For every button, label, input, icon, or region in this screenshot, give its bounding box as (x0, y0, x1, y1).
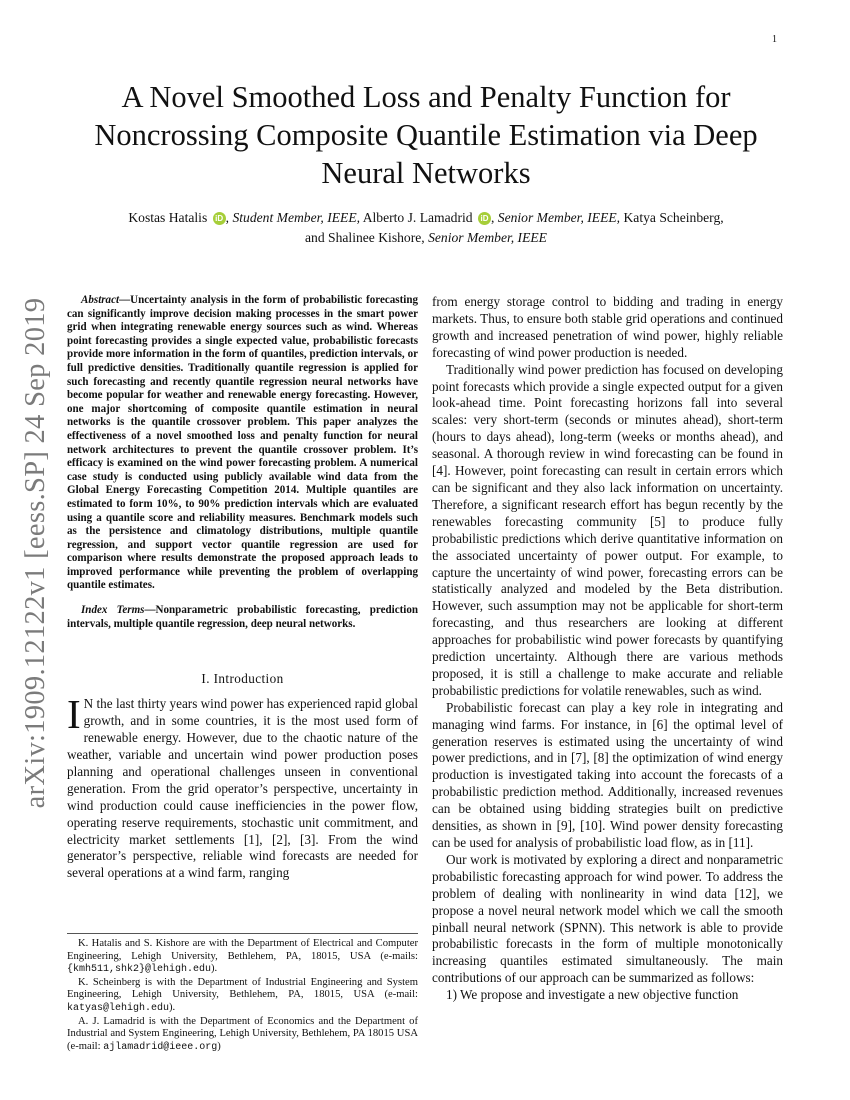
author-role: Senior Member, IEEE, (497, 210, 621, 225)
body-paragraph: from energy storage control to bidding and trading in energy markets. Thus, to ensure both stable grid operations and continued growth and increased penetration of wind power, highly reliable forecasting of wind power production is needed. (432, 294, 783, 360)
index-terms-text: —Nonparametric probabilistic forecasting, prediction intervals, multiple quantile regression, deep neural networks. (67, 604, 419, 630)
index-terms-label: Index Terms (81, 604, 145, 617)
author-name: Kostas Hatalis (128, 210, 208, 225)
left-column (67, 294, 418, 882)
arxiv-stamp (6, 293, 66, 813)
author-name: Katya Scheinberg, (623, 210, 724, 225)
list-item: 1) We propose and investigate a new objective function (446, 987, 739, 1003)
index-terms (67, 604, 418, 631)
footnotes (67, 933, 418, 1054)
footnote-text: ). (211, 963, 218, 975)
arxiv-identifier: arXiv:1909.12122v1 [eess.SP] 24 Sep 2019 (20, 297, 51, 809)
orcid-icon[interactable]: iD (213, 212, 226, 225)
abstract-label: Abstract (81, 294, 120, 306)
section-heading: I. Introduction (201, 671, 284, 687)
intro-paragraph-text: N the last thirty years wind power has experienced rapid global growth, and in some countries, it is the most used form of renewable energy. However, due to the chaotic nature of the weather, variable and uncertain wind power production poses planning and operational challenges unseen in conventional generation. From the grid operator’s perspective, uncertainty in wind production could cause inefficiencies in the power flow, operating reserve requirements, stochastic unit commitment, and electricity market settlements [1], [2], [3]. From the wind generator’s perspective, reliable wind forecasts are needed for several operations at a wind farm, ranging (67, 696, 418, 881)
footnote-text: ) (217, 1040, 221, 1052)
author-name: and Shalinee Kishore, (305, 230, 425, 245)
abstract (67, 294, 418, 593)
drop-cap: I (67, 691, 81, 738)
orcid-icon[interactable]: iD (478, 212, 491, 225)
footnote-text: A. J. Lamadrid is with the Department of Economics and the Department of Industrial and System Engineering, Lehigh University, Bethlehem, PA 18015 USA (e-mail: (67, 1015, 418, 1052)
author-role: Senior Member, IEEE (428, 230, 547, 245)
footnote (67, 977, 418, 1016)
abstract-text: —Uncertainty analysis in the form of probabilistic forecasting can significantly improve decision making processes in the smart power grid when integrating renewable energy sources such as wind. Whereas point forecasting provides a single expected value, probabilistic forecasts provide more information in the form of quantiles, prediction intervals, or full predictive densities. Traditionally quantile regression is applied for such forecasting and recently quantile regression neural networks have become popular for weather and renewable energy forecasting. However, one major shortcoming of composite quantile estimation in neural networks is the quantile crossover problem. This paper analyzes the effectiveness of a novel smoothed loss and penalty function for neural network architectures to prevent the quantile crossover problem. It’s efficacy is examined on the wind power forecasting problem. A numerical case study is conducted using publicly available wind data from the Global Energy Forecasting Competition 2014. Multiple quantiles are estimated to form 10%, to 90% prediction intervals which are evaluated using a quantile score and reliability measures. Benchmark models such as the persistence and climatology distributions, multiple quantile regression, and support vector quantile regression are used for comparison where results demonstrate the proposed approach leads to improved performance while preventing the problem of overlapping quantile estimates. (67, 294, 418, 592)
body-paragraph: Probabilistic forecast can play a key role in integrating and managing wind farms. For instance, in [6] the optimal level of generation reserves is estimated using the uncertainty of wind power predictions, and in [7], [8] the optimization of wind energy production is investigated taking into account the forecasts of a probabilistic prediction method. Additionally, increased revenues can be obtained using bidding strategies built on predictive densities, as shown in [9], [10]. Wind power density forecasting can be used for analysis of probabilistic load flow, as in [11]. (432, 699, 783, 850)
email-link[interactable]: katyas@lehigh.edu (67, 1002, 170, 1014)
footnote (67, 1016, 418, 1055)
page-number: 1 (772, 34, 777, 45)
email-link[interactable]: ajlamadrid@ieee.org (103, 1041, 218, 1053)
footnote (67, 938, 418, 977)
intro-paragraph (67, 691, 418, 882)
paper-title: A Novel Smoothed Loss and Penalty Function for Noncrossing Composite Quantile Estimation via Deep Neural Networks (94, 80, 758, 190)
author-role: Student Member, IEEE, (232, 210, 361, 225)
footnote-text: K. Scheinberg is with the Department of Industrial Engineering and System Engineering, Lehigh University, Bethlehem, PA, 18015, USA (e-mail: (67, 976, 418, 1001)
body-paragraph: Our work is motivated by exploring a direct and nonparametric probabilistic forecasting approach for wind power. To address the problem of dealing with nonlinearity in wind data [12], we propose a novel neural network model which we call the smooth pinball neural network (SPNN). This network is able to provide probabilistic forecasts in the form of multiple monotonically increasing quantiles estimated simultaneously. The main contributions of our approach can be summarized as follows: (432, 851, 783, 986)
author-list: Kostas Hatalis iD , Student Member, IEEE, Alberto J. Lamadrid iD , Senior Member, IEEE, Katya Scheinberg, and Shalinee Kishore, Senior Member, IEEE (128, 210, 724, 245)
email-link[interactable]: {kmh511,shk2}@lehigh.edu (67, 964, 212, 976)
right-column (432, 294, 783, 1004)
body-paragraph: Traditionally wind power prediction has focused on developing point forecasts which provide a single expected output for a given look-ahead time. Point forecasting horizons fall into several scales: very short-term (seconds or minutes ahead), short-term (hours to days ahead), long-term (weeks or months ahead), and seasonal. A thorough review in wind forecasting can be found in [4]. However, point forecasting can result in certain errors which can be significant and they also lack information on uncertainty. Therefore, a significant research effort has begun recently by the renewables forecasting community [5] to produce fully probabilistic predictions which derive quantitative information on the associated uncertainty of power output. For example, to capture the uncertainty of wind power, forecasting errors can be statistically analyzed and modeled by the Beta distribution. However, such assumption may not be applicable for short-term forecasting, and thus researchers are looking at different approaches for probabilistic wind power forecasts by quantifying prediction uncertainty. Although there are various methods proposed, it is still a challenge to make accurate and reliable probabilistic predictions for volatile renewables, such as wind. (432, 361, 783, 698)
footnote-text: K. Hatalis and S. Kishore are with the Department of Electrical and Computer Engineering, Lehigh University, Bethlehem, PA, 18015, USA (e-mails: (67, 938, 418, 962)
author-name: Alberto J. Lamadrid (362, 210, 473, 225)
footnote-text: ). (169, 1001, 176, 1013)
